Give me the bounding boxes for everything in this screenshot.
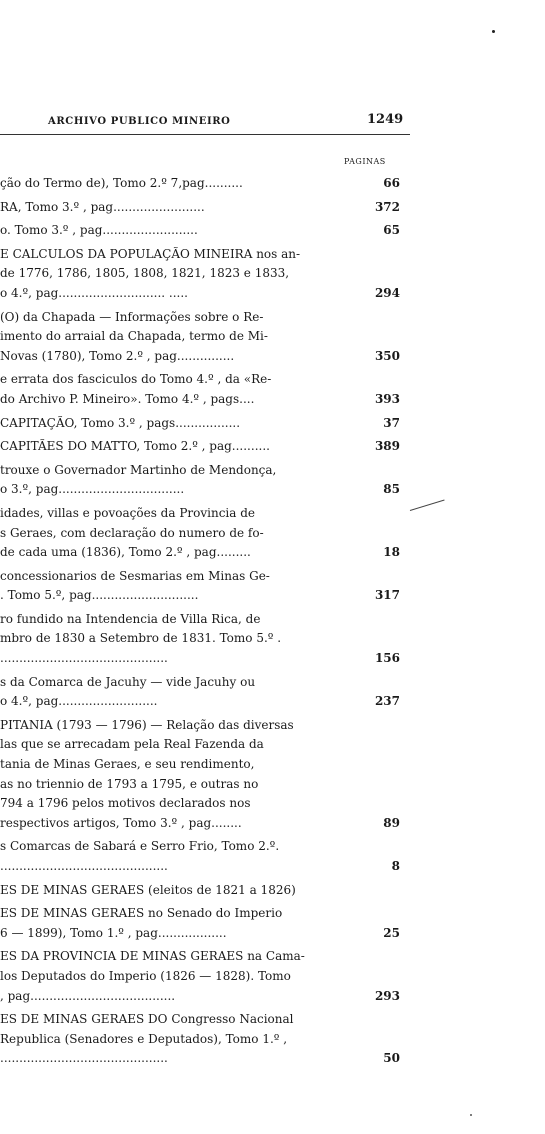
entry-line: , pag......................................	[0, 988, 176, 1003]
entry-page-number: 85	[383, 482, 400, 497]
entry-line: o 4.º, pag..........................	[0, 694, 158, 709]
entry-line: los Deputados do Imperio (1826 — 1828). Tomo	[0, 968, 291, 983]
entry-line: 794 a 1796 pelos motivos declarados nos	[0, 796, 251, 811]
entry-line: (O) da Chapada — Informações sobre o Re-	[0, 309, 264, 324]
entry-line: ção do Termo de), Tomo 2.º 7,pag..........	[0, 176, 243, 190]
entry-line: do Archivo P. Mineiro». Tomo 4.º , pags....	[0, 391, 255, 406]
index-entry	[0, 504, 410, 563]
page-number: 1249	[367, 112, 404, 127]
index-entry	[0, 308, 410, 367]
index-entries	[0, 174, 410, 1073]
entry-line: as no triennio de 1793 a 1795, e outras no	[0, 776, 259, 791]
entry-line: de 1776, 1786, 1805, 1808, 1821, 1823 e 1833,	[0, 266, 290, 281]
entry-line: ro fundido na Intendencia de Villa Rica, de	[0, 611, 261, 626]
entry-page-number: 393	[374, 391, 400, 406]
entry-page-number: 293	[374, 988, 400, 1003]
index-entry	[0, 414, 410, 434]
entry-line: ............................................	[0, 859, 168, 873]
entry-page-number: 350	[374, 348, 400, 363]
entry-page-number: 50	[383, 1051, 400, 1066]
entry-line: ES DE MINAS GERAES no Senado do Imperio	[0, 906, 283, 921]
entry-line: o 4.º, pag............................ .....	[0, 285, 188, 300]
entry-page-number: 372	[374, 199, 400, 214]
entry-line: . Tomo 5.º, pag............................	[0, 588, 199, 603]
entry-page-number: 294	[374, 285, 400, 300]
entry-page-number: 25	[383, 925, 400, 940]
entry-line: PITANIA (1793 — 1796) — Relação das diversas	[0, 717, 294, 732]
entry-line: E CALCULOS DA POPULAÇÃO MINEIRA nos an-	[0, 246, 301, 261]
entry-line: de cada uma (1836), Tomo 2.º , pag.........	[0, 545, 251, 560]
entry-line: imento do arraial da Chapada, termo de Mi-	[0, 329, 268, 344]
entry-page-number: 37	[383, 415, 400, 430]
entry-line: s Geraes, com declaração do numero de fo-	[0, 525, 264, 540]
index-entry	[0, 370, 410, 409]
entry-line: s Comarcas de Sabará e Serro Frio, Tomo 2.º.	[0, 839, 280, 854]
entry-page-number: 89	[383, 815, 400, 830]
pencil-mark	[410, 499, 445, 510]
entry-line: e errata dos fasciculos do Tomo 4.º , da «Re-	[0, 372, 272, 387]
entry-page-number: 65	[383, 223, 400, 238]
entry-line: las que se arrecadam pela Real Fazenda da	[0, 737, 264, 752]
ink-speck	[492, 30, 495, 33]
entry-line: respectivos artigos, Tomo 3.º , pag........	[0, 815, 242, 830]
entry-line: tania de Minas Geraes, e seu rendimento,	[0, 757, 255, 772]
entry-line: o. Tomo 3.º , pag.........................	[0, 223, 198, 238]
index-entry	[0, 881, 410, 901]
index-entry	[0, 567, 410, 606]
entry-line: Novas (1780), Tomo 2.º , pag...............	[0, 348, 235, 363]
entry-line: ES DE MINAS GERAES DO Congresso Nacional	[0, 1012, 294, 1027]
page-header	[0, 112, 545, 136]
ink-speck	[470, 1114, 472, 1116]
index-entry	[0, 437, 410, 457]
index-entry	[0, 461, 410, 500]
index-entry	[0, 947, 410, 1006]
entry-line: mbro de 1830 a Setembro de 1831. Tomo 5.º .	[0, 631, 282, 646]
pages-column-label: PAGINAS	[344, 157, 386, 166]
index-entry	[0, 221, 410, 241]
entry-line: s da Comarca de Jacuhy — vide Jacuhy ou	[0, 674, 256, 689]
index-entry	[0, 174, 410, 194]
entry-line: ............................................	[0, 651, 168, 666]
index-entry	[0, 904, 410, 943]
entry-line: idades, villas e povoações da Provincia de	[0, 505, 256, 520]
entry-page-number: 237	[374, 694, 400, 709]
entry-line: 6 — 1899), Tomo 1.º , pag..................	[0, 925, 227, 940]
entry-line: trouxe o Governador Martinho de Mendonça,	[0, 462, 277, 477]
entry-page-number: 317	[374, 588, 400, 603]
index-entry	[0, 245, 410, 304]
index-entry	[0, 837, 410, 876]
entry-line: RA, Tomo 3.º , pag........................	[0, 199, 205, 214]
entry-page-number: 389	[374, 439, 400, 454]
index-entry	[0, 716, 410, 834]
entry-line: ES DA PROVINCIA DE MINAS GERAES na Cama-	[0, 949, 305, 964]
entry-page-number: 18	[383, 545, 400, 560]
index-entry	[0, 1010, 410, 1069]
entry-page-number: 66	[383, 176, 400, 190]
entry-line: ............................................	[0, 1051, 168, 1066]
entry-line: ES DE MINAS GERAES (eleitos de 1821 a 1826)	[0, 882, 296, 897]
entry-line: CAPITAÇÃO, Tomo 3.º , pags.................	[0, 415, 241, 430]
entry-page-number	[360, 881, 400, 901]
index-entry	[0, 610, 410, 669]
header-rule	[0, 134, 410, 135]
entry-page-number: 156	[374, 651, 400, 666]
entry-line: Republica (Senadores e Deputados), Tomo 1.º ,	[0, 1031, 288, 1046]
index-entry	[0, 673, 410, 712]
entry-line: concessionarios de Sesmarias em Minas Ge-	[0, 568, 270, 583]
entry-line: o 3.º, pag.................................	[0, 482, 185, 497]
index-entry	[0, 198, 410, 218]
entry-page-number: 8	[391, 859, 400, 873]
running-title: ARCHIVO PUBLICO MINEIRO	[48, 116, 231, 127]
entry-line: CAPITÃES DO MATTO, Tomo 2.º , pag..........	[0, 439, 270, 454]
